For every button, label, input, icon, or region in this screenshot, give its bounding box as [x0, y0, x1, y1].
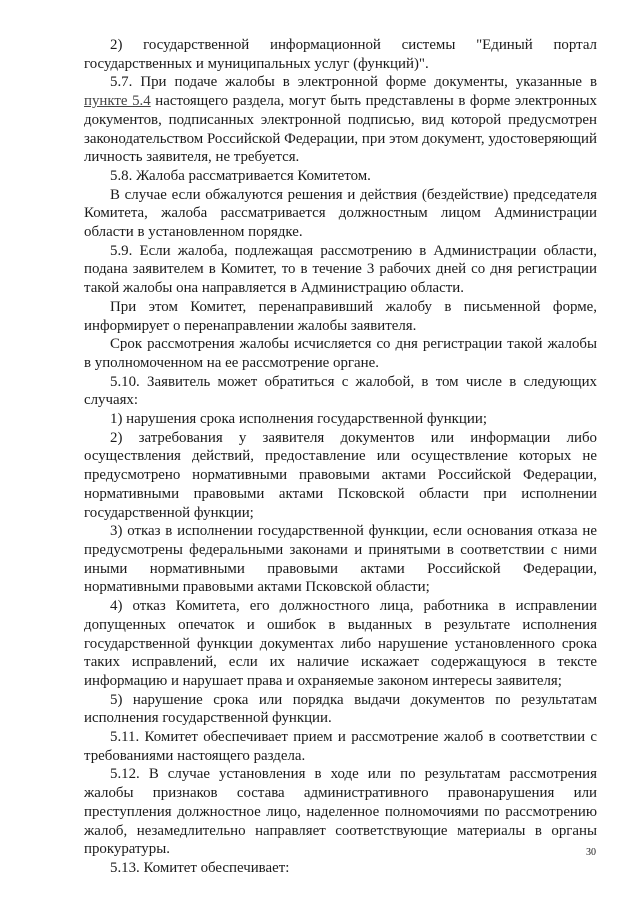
- paragraph-text: 2) затребования у заявителя документов или информации либо осуществления действий, предоставление или осуществление которых не предусмотрено нормативными правовыми актами Российской Федерации, нормативными правовыми актами Псковской области при исполнении государственной функции;: [84, 429, 597, 521]
- paragraph-text: 5.11. Комитет обеспечивает прием и рассмотрение жалоб в соответствии с требованиями настоящего раздела.: [84, 729, 597, 764]
- paragraph-text: 5.8. Жалоба рассматривается Комитетом.: [110, 167, 371, 184]
- paragraph-text: 5.10. Заявитель может обратиться с жалобой, в том числе в следующих случаях:: [84, 373, 597, 409]
- paragraph: [84, 242, 597, 298]
- paragraph-text: 2) государственной информационной системы "Единый портал государственных и муниципальных услуг (функций)".: [84, 37, 597, 72]
- paragraph: [84, 859, 597, 878]
- paragraph: [84, 186, 597, 242]
- paragraph: [84, 728, 597, 765]
- paragraph-text: 4) отказ Комитета, его должностного лица, работника в исправлении допущенных опечаток и ошибок в выданных в результате исполнения государственной функции документах либо нарушение установленного срока таких исправлений, если их наличие искажает содержащуюся в тексте информацию и нарушает права и охраняемые законом интересы заявителя;: [84, 598, 597, 689]
- paragraph-text: 3) отказ в исполнении государственной функции, если основания отказа не предусмотрены федеральными законами и принятыми в соответствии с ними иными нормативными правовыми актами Российской Федерации, нормативными правовыми актами Псковской области;: [84, 523, 597, 596]
- paragraph-text: 5.12. В случае установления в ходе или по результатам рассмотрения жалобы признаков состава административного правонарушения или преступления должностное лицо, наделенное полномочиями по рассмотрению жалоб, незамедлительно направляет соответствующие материалы в органы прокуратуры.: [84, 766, 597, 858]
- paragraph: [84, 298, 597, 335]
- paragraph-text: В случае если обжалуются решения и действия (бездействие) председателя Комитета, жалоба рассматривается должностным лицом Администрации области в установленном порядке.: [84, 186, 597, 241]
- paragraph-text: При этом Комитет, перенаправивший жалобу в письменной форме, информирует о перенаправлении жалобы заявителя.: [84, 298, 597, 334]
- paragraph-text: настоящего раздела, могут быть представлены в форме электронных документов, подписанных электронной подписью, вид которой предусмотрен законодательством Российской Федерации, при этом документ, удостоверяющий личность заявителя, не требуется.: [84, 93, 597, 166]
- section-reference-link[interactable]: пункте 5.4: [84, 93, 151, 110]
- paragraph: [84, 73, 597, 167]
- paragraph: [84, 335, 597, 372]
- page-number: 30: [586, 847, 596, 858]
- paragraph: [84, 36, 597, 73]
- paragraph: [84, 373, 597, 410]
- paragraph: [84, 522, 597, 597]
- paragraph: [84, 410, 597, 429]
- paragraph-text: Срок рассмотрения жалобы исчисляется со дня регистрации такой жалобы в уполномоченном на ее рассмотрение органе.: [84, 336, 597, 371]
- paragraph: [84, 167, 597, 186]
- paragraph: [84, 429, 597, 523]
- paragraph: [84, 765, 597, 859]
- paragraph-text: 1) нарушения срока исполнения государственной функции;: [110, 411, 487, 428]
- paragraph: [84, 597, 597, 691]
- paragraph-text: 5.7. При подаче жалобы в электронной форме документы, указанные в: [110, 74, 597, 91]
- paragraph: [84, 691, 597, 728]
- paragraph-text: 5) нарушение срока или порядка выдачи документов по результатам исполнения государственной функции.: [84, 691, 597, 727]
- document-body: [84, 36, 597, 878]
- paragraph-text: 5.9. Если жалоба, подлежащая рассмотрению в Администрации области, подана заявителем в Комитет, то в течение 3 рабочих дней со дня регистрации такой жалобы она направляется в Администрацию области.: [84, 242, 597, 297]
- paragraph-text: 5.13. Комитет обеспечивает:: [110, 859, 290, 876]
